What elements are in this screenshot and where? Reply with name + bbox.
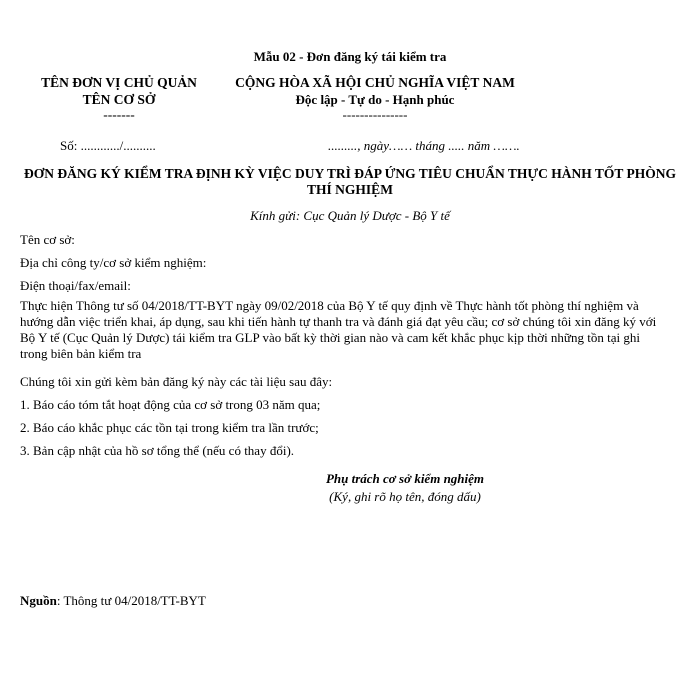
address-field: Địa chỉ công ty/cơ sở kiểm nghiệm:: [20, 255, 207, 270]
request-paragraph: Thực hiện Thông tư số 04/2018/TT-BYT ngày 09/02/2018 của Bộ Y tế quy định về Thực hành tốt phòng thí nghiệm và hướng dẫn việc triển khai, áp dụng, sau khi tiến hành tự thanh tra và đánh giá đạt yêu cầu; cơ sở chúng tôi xin đăng ký với Bộ Y tế (Cục Quản lý Dược) tái kiểm tra GLP vào bất kỳ thời gian nào và cam kết khắc phục kịp thời những tồn tại ghi trong biên bản kiểm tra: [20, 298, 657, 361]
national-motto-block: [215, 74, 535, 121]
document-number: Số: ............/..........: [60, 138, 156, 153]
addressee: Kính gửi: Cục Quản lý Dược - Bộ Y tế: [250, 208, 450, 223]
right-separator: ---------------: [342, 107, 408, 122]
motto: Độc lập - Tự do - Hạnh phúc: [295, 92, 455, 107]
source-line: [20, 593, 206, 609]
document-date: ........., ngày…… tháng ..... năm …….: [328, 138, 520, 153]
attachment-item: 1. Báo cáo tóm tắt hoạt động của cơ sở trong 03 năm qua;: [20, 397, 321, 412]
signer-note: (Ký, ghi rõ họ tên, đóng dấu): [329, 489, 481, 504]
attachment-item: 3. Bản cập nhật của hồ sơ tổng thể (nếu có thay đổi).: [20, 443, 295, 458]
form-title: Mẫu 02 - Đơn đăng ký tái kiểm tra: [253, 49, 447, 64]
parent-unit-name: TÊN ĐƠN VỊ CHỦ QUẢN: [41, 75, 197, 90]
source-label: Nguồn: [20, 593, 57, 608]
signer-title: Phụ trách cơ sở kiểm nghiệm: [325, 471, 485, 486]
source-text: : Thông tư 04/2018/TT-BYT: [56, 593, 206, 608]
issuing-unit-block: [20, 74, 218, 121]
document-heading: ĐƠN ĐĂNG KÝ KIỂM TRA ĐỊNH KỲ VIỆC DUY TRÌ ĐÁP ỨNG TIÊU CHUẨN THỰC HÀNH TỐT PHÒNG THÍ NGHIỆM: [24, 166, 676, 197]
facility-name-heading: TÊN CƠ SỞ: [82, 92, 156, 107]
left-separator: -------: [103, 107, 135, 122]
contact-field: Điện thoại/fax/email:: [20, 278, 131, 293]
country-name: CỘNG HÒA XÃ HỘI CHỦ NGHĨA VIỆT NAM: [235, 75, 515, 90]
attachment-item: 2. Báo cáo khắc phục các tồn tại trong kiểm tra lần trước;: [20, 420, 319, 435]
attachments-intro: Chúng tôi xin gửi kèm bản đăng ký này các tài liệu sau đây:: [20, 374, 333, 389]
facility-name-field: Tên cơ sở:: [20, 232, 75, 247]
